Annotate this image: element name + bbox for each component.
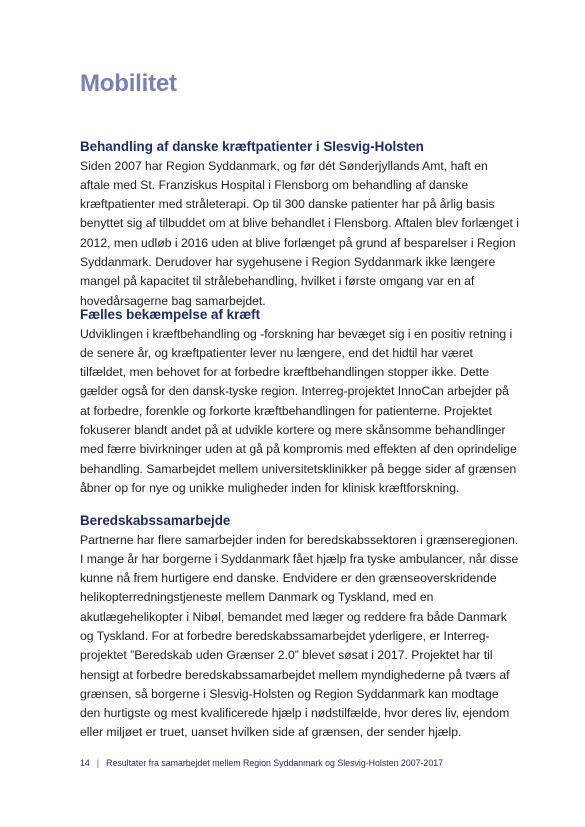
page-title: Mobilitet bbox=[80, 70, 177, 97]
section-body: Udviklingen i kræftbehandling og -forskning har bevæget sig i en positiv retning i de senere år, og kræftpatienter lever nu længere, end det hidtil har været tilfældet, men behovet for at forbedre kræftbehandlingen stopper ikke. Dette gælder også for den dansk-tyske region. Interreg-projektet InnoCan arbejder på at forbedre, forenkle og forkorte kræftbehandlingen for patienterne. Projektet fokuserer blandt andet på at udvikle kortere og mere skånsomme behandlinger med færre bivirkninger uden at gå på kompromis med effekten af den oprindelige behandling. Samarbejdet mellem universitetsklinikker på begge sider af grænsen åbner op for nye og unikke muligheder inden for klinisk kræftforskning. bbox=[80, 326, 517, 495]
footer-text: Resultater fra samarbejdet mellem Region Syddanmark og Slesvig-Holsten 2007-2017 bbox=[106, 758, 443, 768]
footer-separator: | bbox=[96, 758, 100, 768]
page-number: 14 bbox=[80, 758, 90, 768]
section-faelles-bekaempelse bbox=[80, 305, 520, 498]
section-body: Partnerne har flere samarbejder inden for beredskabssektoren i grænseregionen. I mange år har borgerne i Syddanmark fået hjælp fra tyske ambulancer, når disse kunne nå frem hurtigere end danske. Endvidere er den grænseoverskridende helikopterredningstjeneste mellem Danmark og Tyskland, med en akutlægehelikopter i Nibøl, bemandet med læger og reddere fra både Danmark og Tyskland. For at forbedre beredskabssamarbejdet yderligere, er Interreg-projektet ”Beredskab uden Grænser 2.0” blevet søsat i 2017. Projektet har til hensigt at forbedre beredskabssamarbejdet mellem myndighederne på tværs af grænsen, så borgerne i Slesvig-Holsten og Region Syddanmark kan modtage den hurtigste og mest kvalificerede hjælp i nødstilfælde, hvor deres liv, ejendom eller miljøet er truet, uanset hvilken side af grænsen, der sender hjælp. bbox=[80, 532, 519, 740]
section-body: Siden 2007 har Region Syddanmark, og før dét Sønderjyllands Amt, haft en aftale med St. Franziskus Hospital i Flensborg om behandling af danske kræftpatienter med stråleterapi. Op til 300 danske patienter har på årlig basis benyttet sig af tilbuddet om at blive behandlet i Flensborg. Aftalen blev forlænget i 2012, men udløb i 2016 uden at blive forlænget på grund af besparelser i Region Syddanmark. Derudover har sygehusene i Region Syddanmark ikke længere mangel på kapacitet til strålebehandling, hvilket i første omgang var en af hovedårsagerne bag samarbejdet. bbox=[80, 158, 520, 308]
section-heading: Behandling af danske kræftpatienter i Slesvig-Holsten bbox=[80, 139, 424, 154]
section-beredskab bbox=[80, 511, 520, 743]
section-kraeftpatienter bbox=[80, 137, 520, 311]
section-heading: Fælles bekæmpelse af kræft bbox=[80, 307, 261, 322]
page-footer bbox=[80, 758, 443, 768]
section-heading: Beredskabssamarbejde bbox=[80, 513, 231, 528]
